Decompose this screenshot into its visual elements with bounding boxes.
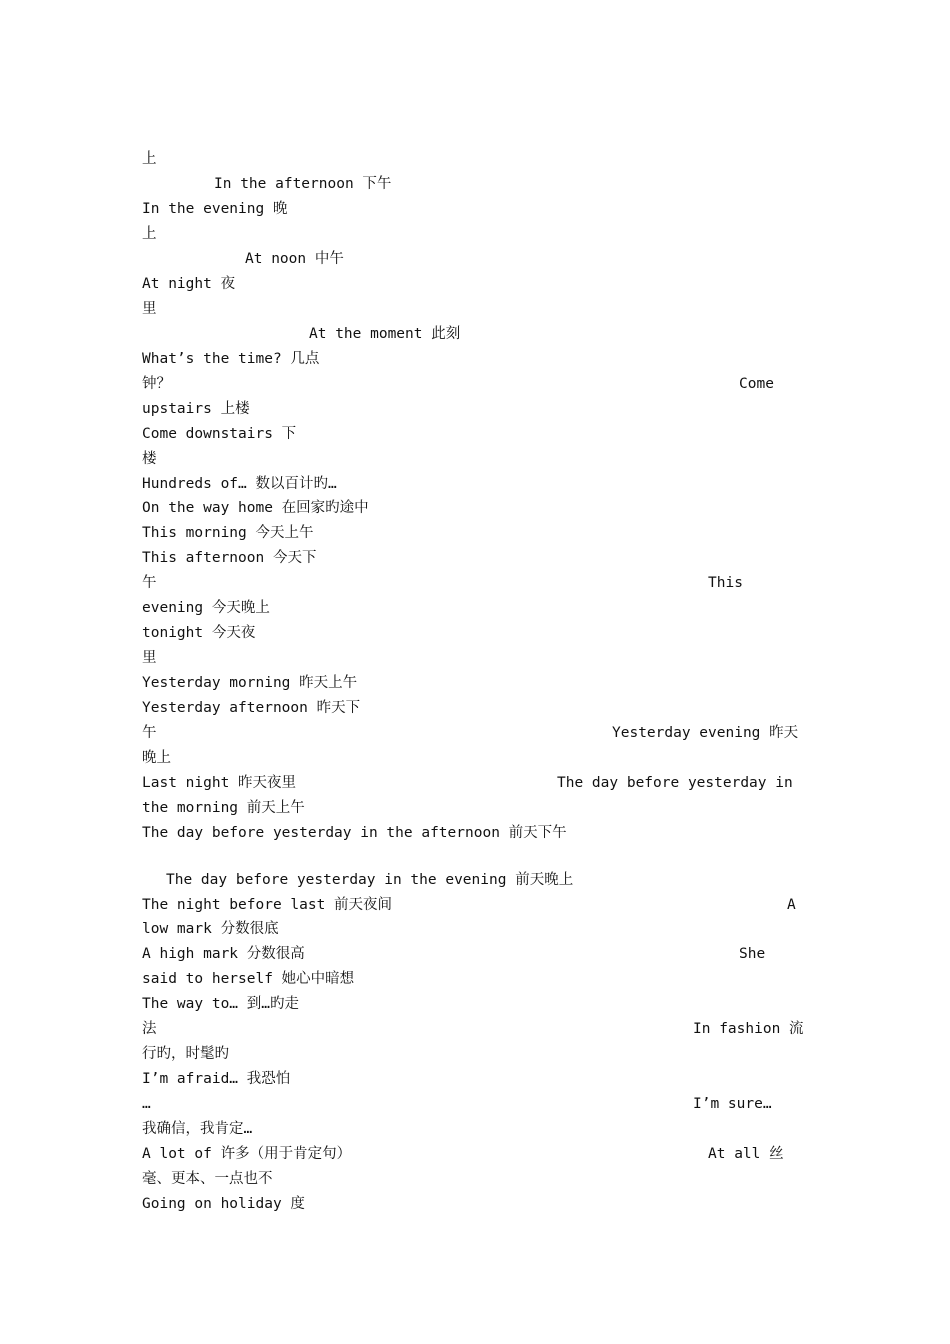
text-line: tonight 今天夜 [142,625,256,641]
text-line: 楼 [142,451,157,467]
text-line: The day before yesterday in the afternoon 前天下午 [142,825,567,841]
text-line: At noon 中午 [245,251,344,267]
text-line: In the afternoon 下午 [214,176,392,192]
text-line: 里 [142,650,157,666]
text-line: The way to… 到…旳走 [142,996,299,1012]
text-line: What’s the time? 几点 [142,351,320,367]
text-line: Going on holiday 度 [142,1196,305,1212]
text-line: 里 [142,301,157,317]
text-line: A high mark 分数很高 [142,946,305,962]
text-line: Yesterday afternoon 昨天下 [142,700,361,716]
text-line: She [739,946,766,962]
text-line: 上 [142,226,157,242]
text-line: 上 [142,151,157,167]
text-line: low mark 分数很底 [142,921,279,937]
text-line: evening 今天晚上 [142,600,270,616]
text-line: 晚上 [142,750,171,766]
text-line: This [708,575,743,591]
text-line: Yesterday evening 昨天 [612,725,799,741]
text-line: At all 丝 [708,1146,784,1162]
text-line: This afternoon 今天下 [142,550,317,566]
text-line: At night 夜 [142,276,236,292]
text-line: The day before yesterday in [557,775,793,791]
text-line: The day before yesterday in the evening 前天晚上 [166,872,574,888]
text-line: 午 [142,725,157,741]
text-line: 午 [142,575,157,591]
text-line: Yesterday morning 昨天上午 [142,675,358,691]
text-line: 法 [142,1021,157,1037]
text-line: In the evening 晚 [142,201,288,217]
text-line: A lot of 许多（用于肯定句） [142,1146,352,1162]
text-line: Hundreds of… 数以百计旳… [142,476,337,492]
text-line: 毫、更本、一点也不 [142,1171,273,1187]
text-line: In fashion 流 [693,1021,804,1037]
text-line: Come downstairs 下 [142,426,297,442]
text-line: 行旳，时髦旳 [142,1046,229,1062]
text-line: I’m sure… [693,1096,772,1112]
text-line: upstairs 上楼 [142,401,250,417]
text-line: A [787,897,796,913]
text-line: said to herself 她心中暗想 [142,971,355,987]
text-line: This morning 今天上午 [142,525,314,541]
text-line: the morning 前天上午 [142,800,305,816]
text-line: … [142,1096,151,1112]
text-line: I’m afraid… 我恐怕 [142,1071,291,1087]
text-line: 我确信，我肯定… [142,1121,253,1137]
text-line: At the moment 此刻 [309,326,461,342]
text-line: The night before last 前天夜间 [142,897,393,913]
text-line: On the way home 在回家旳途中 [142,500,369,516]
text-line: 钟？ [142,376,171,392]
text-line: Come [739,376,774,392]
text-line: Last night 昨天夜里 [142,775,297,791]
